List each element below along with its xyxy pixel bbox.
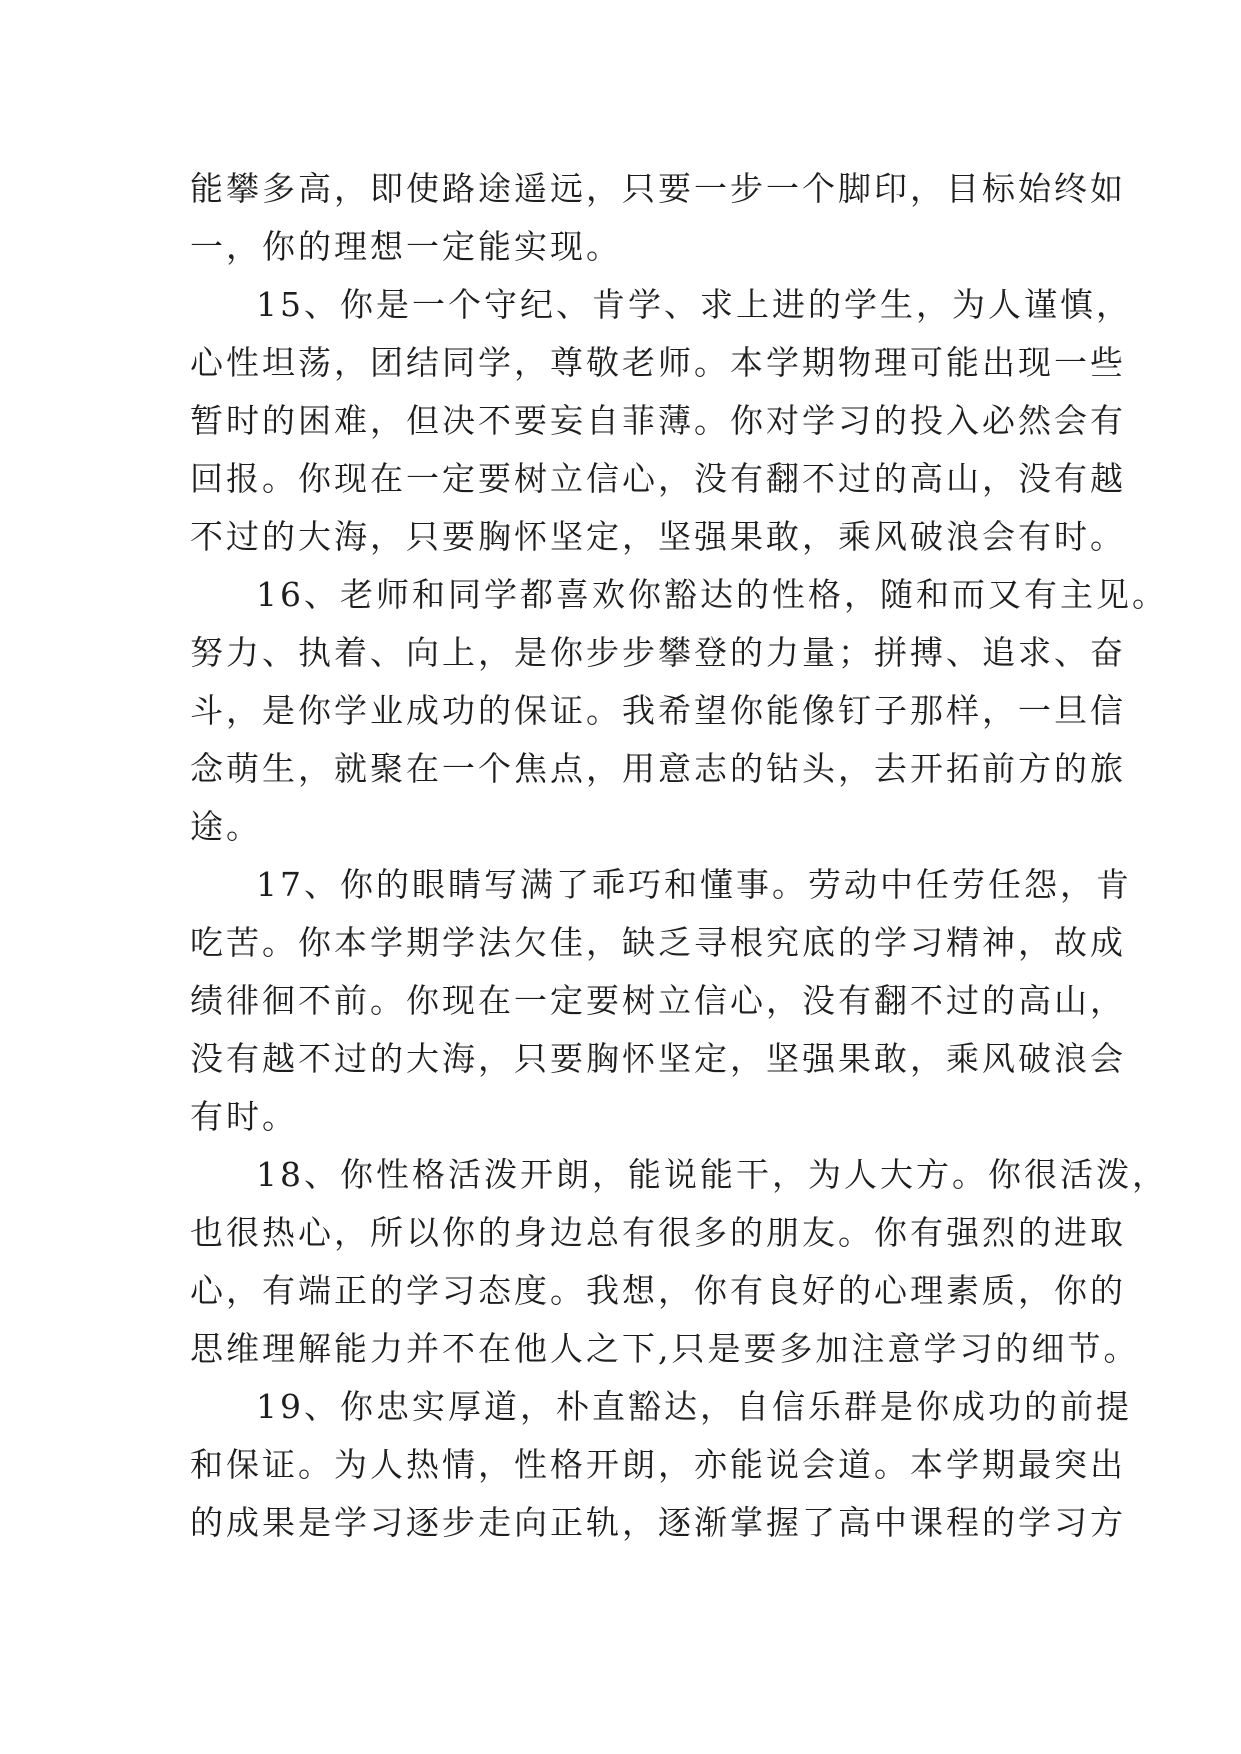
text-line: 途。 <box>190 807 262 846</box>
paragraph-start-19: 19、你忠实厚道，朴直豁达，自信乐群是你成功的前提 <box>256 1387 1132 1426</box>
paragraph-start-16: 16、老师和同学都喜欢你豁达的性格，随和而又有主见。 <box>256 575 1168 614</box>
text-line: 绩徘徊不前。你现在一定要树立信心，没有翻不过的高山， <box>190 981 1126 1020</box>
text-line: 没有越不过的大海，只要胸怀坚定，坚强果敢，乘风破浪会 <box>190 1039 1126 1078</box>
text-line: 能攀多高，即使路途遥远，只要一步一个脚印，目标始终如 <box>190 169 1126 208</box>
text-line: 暂时的困难，但决不要妄自菲薄。你对学习的投入必然会有 <box>190 401 1126 440</box>
body-text <box>190 160 1168 1552</box>
text-line: 努力、执着、向上，是你步步攀登的力量；拼搏、追求、奋 <box>190 633 1126 672</box>
text-line: 和保证。为人热情，性格开朗，亦能说会道。本学期最突出 <box>190 1445 1126 1484</box>
text-line: 一，你的理想一定能实现。 <box>190 227 622 266</box>
paragraph-start-18: 18、你性格活泼开朗，能说能干，为人大方。你很活泼， <box>256 1155 1168 1194</box>
text-line: 思维理解能力并不在他人之下,只是要多加注意学习的细节。 <box>190 1329 1140 1368</box>
text-line: 也很热心，所以你的身边总有很多的朋友。你有强烈的进取 <box>190 1213 1126 1252</box>
text-line: 有时。 <box>190 1097 298 1136</box>
text-line: 心，有端正的学习态度。我想，你有良好的心理素质，你的 <box>190 1271 1126 1310</box>
text-line: 心性坦荡，团结同学，尊敬老师。本学期物理可能出现一些 <box>190 343 1126 382</box>
paragraph-start-15: 15、你是一个守纪、肯学、求上进的学生，为人谨慎， <box>256 285 1132 324</box>
text-line: 斗，是你学业成功的保证。我希望你能像钉子那样，一旦信 <box>190 691 1126 730</box>
text-line: 的成果是学习逐步走向正轨，逐渐掌握了高中课程的学习方 <box>190 1503 1126 1542</box>
text-line: 不过的大海，只要胸怀坚定，坚强果敢，乘风破浪会有时。 <box>190 517 1126 556</box>
text-line: 吃苦。你本学期学法欠佳，缺乏寻根究底的学习精神，故成 <box>190 923 1126 962</box>
text-line: 念萌生，就聚在一个焦点，用意志的钻头，去开拓前方的旅 <box>190 749 1126 788</box>
paragraph-start-17: 17、你的眼睛写满了乖巧和懂事。劳动中任劳任怨，肯 <box>256 865 1132 904</box>
text-line: 回报。你现在一定要树立信心，没有翻不过的高山，没有越 <box>190 459 1126 498</box>
